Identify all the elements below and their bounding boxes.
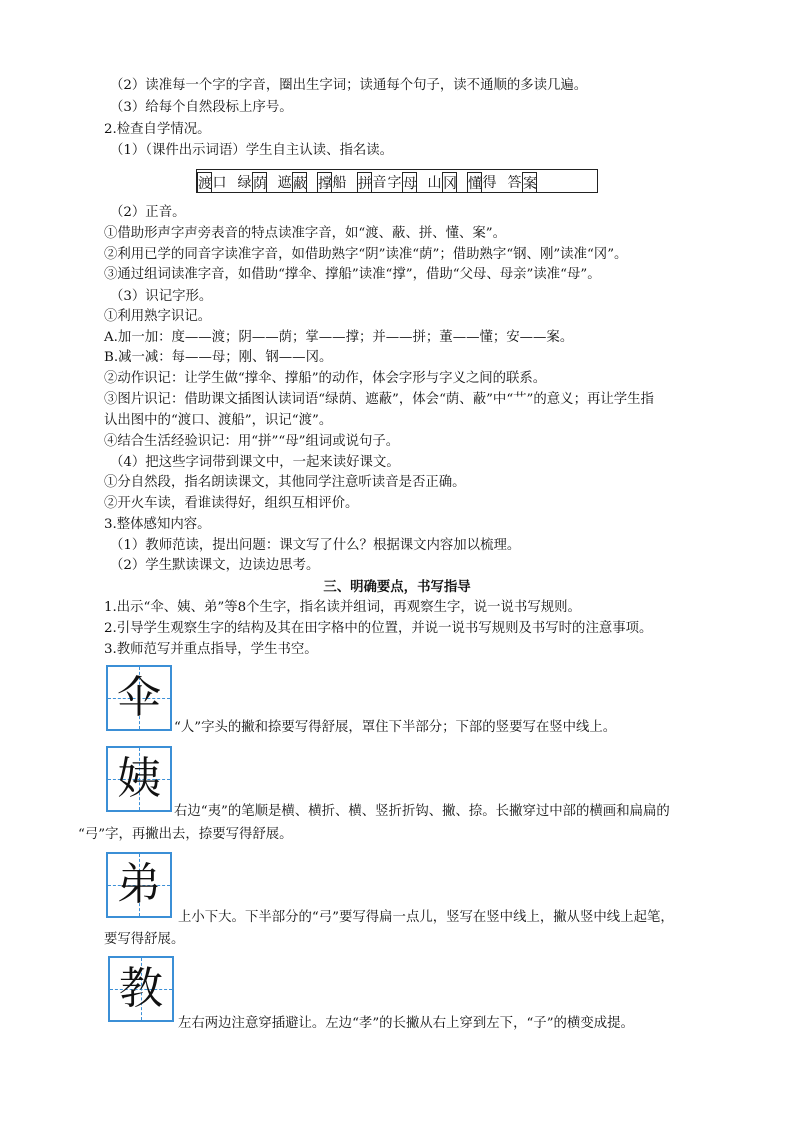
vocab-character [237,174,252,192]
text-line: 3.教师范写并重点指导，学生书空。 [104,642,318,657]
vocab-character [372,174,387,192]
vocab-char-text: 音 [372,175,387,191]
writing-note: 左右两边注意穿插避让。左边“孝”的长撇从右上穿到左下，“子”的横变成提。 [178,1016,634,1031]
vocabulary-strip [196,169,598,193]
pinyin-box [318,166,333,172]
writing-note-continued: “弓”字，再撇出去，捺要写得舒展。 [78,827,293,842]
section-heading: 三、明确要点，书写指导 [323,579,471,595]
vocab-char-text: 懂 [468,176,482,192]
vocab-word [427,172,457,192]
text-line: A.加一加：度——渡；阴——荫；掌——撑；并——拼；董——懂；安——案。 [104,330,574,345]
tianzige-grid [106,665,172,731]
vocab-char-text: 山 [427,175,442,191]
pinyin-box [443,166,458,172]
vocab-new-character [522,172,537,192]
vocab-word [277,172,307,192]
pinyin-box [523,166,538,172]
vocab-word [507,172,537,192]
text-line: 1.出示“伞、姨、弟”等8个生字，指名读并组词，再观察生字，说一说书写规则。 [104,600,581,615]
text-line: ②开火车读，看谁读得好，组织互相评价。 [104,496,359,511]
vocab-word [467,172,497,192]
text-line: （3）识记字形。 [110,289,213,304]
writing-note: “人”字头的撇和捺要写得舒展，罩住下半部分；下部的竖要写在竖中线上。 [174,720,617,735]
text-line: （2）正音。 [110,205,186,220]
text-line: B.减一减：每——母；刚、钢——冈。 [104,350,333,365]
vocab-char-text: 蔽 [293,176,307,192]
vocab-character [482,174,497,192]
writing-note-continued: 要写得舒展。 [104,932,185,947]
text-line: （2）学生默读课文，边读边思考。 [110,558,320,573]
vocab-character [427,174,442,192]
vocab-character [277,174,292,192]
vocab-word [197,172,227,192]
vocab-char-text: 绿 [237,175,252,191]
vocab-char-text: 字 [387,175,402,191]
text-line: （1）（课件出示词语）学生自主认读、指名读。 [110,143,394,158]
text-line: 3.整体感知内容。 [104,517,211,532]
text-line: 2.检查自学情况。 [104,122,211,137]
vocab-char-text: 母 [403,176,417,192]
vocab-word [237,172,267,192]
text-line: ③图片识记：借助课文插图认读词语“绿荫、遮蔽”，体会“荫、蔽”中“艹”的意义；再让学生指 [104,392,654,407]
text-line: （3）给每个自然段标上序号。 [110,100,293,115]
vocab-character [507,174,522,192]
text-line: ③通过组词读准字音，如借助“撑伞、撑船”读准“撑”，借助“父母、母亲”读准“母”。 [104,267,601,282]
vocab-new-character [317,172,332,192]
vocab-char-text: 遮 [277,175,292,191]
vocab-char-text: 船 [332,175,347,191]
vocab-new-character [197,172,212,192]
text-line: ④结合生活经验识记：用“拼”“母”组词或说句子。 [104,434,400,449]
pinyin-box [253,166,268,172]
text-line: ②动作识记：让学生做“撑伞、撑船”的动作，体会字形与字义之间的联系。 [104,371,547,386]
vocab-new-character [442,172,457,192]
tianzige-grid [106,852,172,918]
vocab-char-text: 荫 [253,176,267,192]
text-line: （4）把这些字词带到课文中，一起来读好课文。 [110,455,400,470]
vocab-char-text: 答 [507,175,522,191]
pinyin-box [468,166,483,172]
writing-note: 右边“夷”的笔顺是横、横折、横、竖折折钩、撇、捺。长撇穿过中部的横画和扁扁的 [174,804,670,819]
vocab-new-character [467,172,482,192]
vocab-new-character [292,172,307,192]
vocab-new-character [402,172,417,192]
vocab-char-text: 渡 [198,176,212,192]
writing-note: 上小下大。下半部分的“弓”要写得扁一点儿，竖写在竖中线上，撇从竖中线上起笔， [178,910,674,925]
vocab-new-character [357,172,372,192]
vocab-new-character [252,172,267,192]
model-character: 弟 [117,859,161,910]
vocab-char-text: 案 [523,176,537,192]
text-line: ①利用熟字识记。 [104,309,212,324]
text-line: （1）教师范读，提出问题：课文写了什么？根据课文内容加以梳理。 [110,538,521,553]
model-character: 教 [119,963,163,1014]
text-line: ②利用已学的同音字读准字音，如借助熟字“阴”读准“荫”；借助熟字“钢、刚”读准“冈”。 [104,247,628,262]
vocab-char-text: 撑 [318,176,332,192]
vocab-character [387,174,402,192]
vocab-char-text: 得 [482,175,497,191]
text-line: ①借助形声字声旁表音的特点读准字音，如“渡、蔽、拼、懂、案”。 [104,226,507,241]
vocab-word [317,172,347,192]
text-line: 2.引导学生观察生字的结构及其在田字格中的位置，并说一说书写规则及书写时的注意事项。 [104,621,653,636]
vocab-char-text: 冈 [443,176,457,192]
model-character: 姨 [117,753,161,804]
model-character: 伞 [117,672,161,723]
vocab-character [212,174,227,192]
pinyin-box [198,166,213,172]
pinyin-box [358,166,373,172]
tianzige-grid [106,746,172,812]
text-line: （2）读准每一个字的字音，圈出生字词；读通每个句子，读不通顺的多读几遍。 [110,78,588,93]
vocab-char-text: 拼 [358,176,372,192]
pinyin-box [403,166,418,172]
text-line: ①分自然段，指名朗读课文，其他同学注意听读音是否正确。 [104,475,466,490]
tianzige-grid [108,956,174,1022]
vocab-char-text: 口 [212,175,227,191]
text-line: 认出图中的“渡口、渡船”，识记“渡”。 [104,413,333,428]
vocab-word [357,172,417,192]
pinyin-box [293,166,308,172]
vocab-character [332,174,347,192]
